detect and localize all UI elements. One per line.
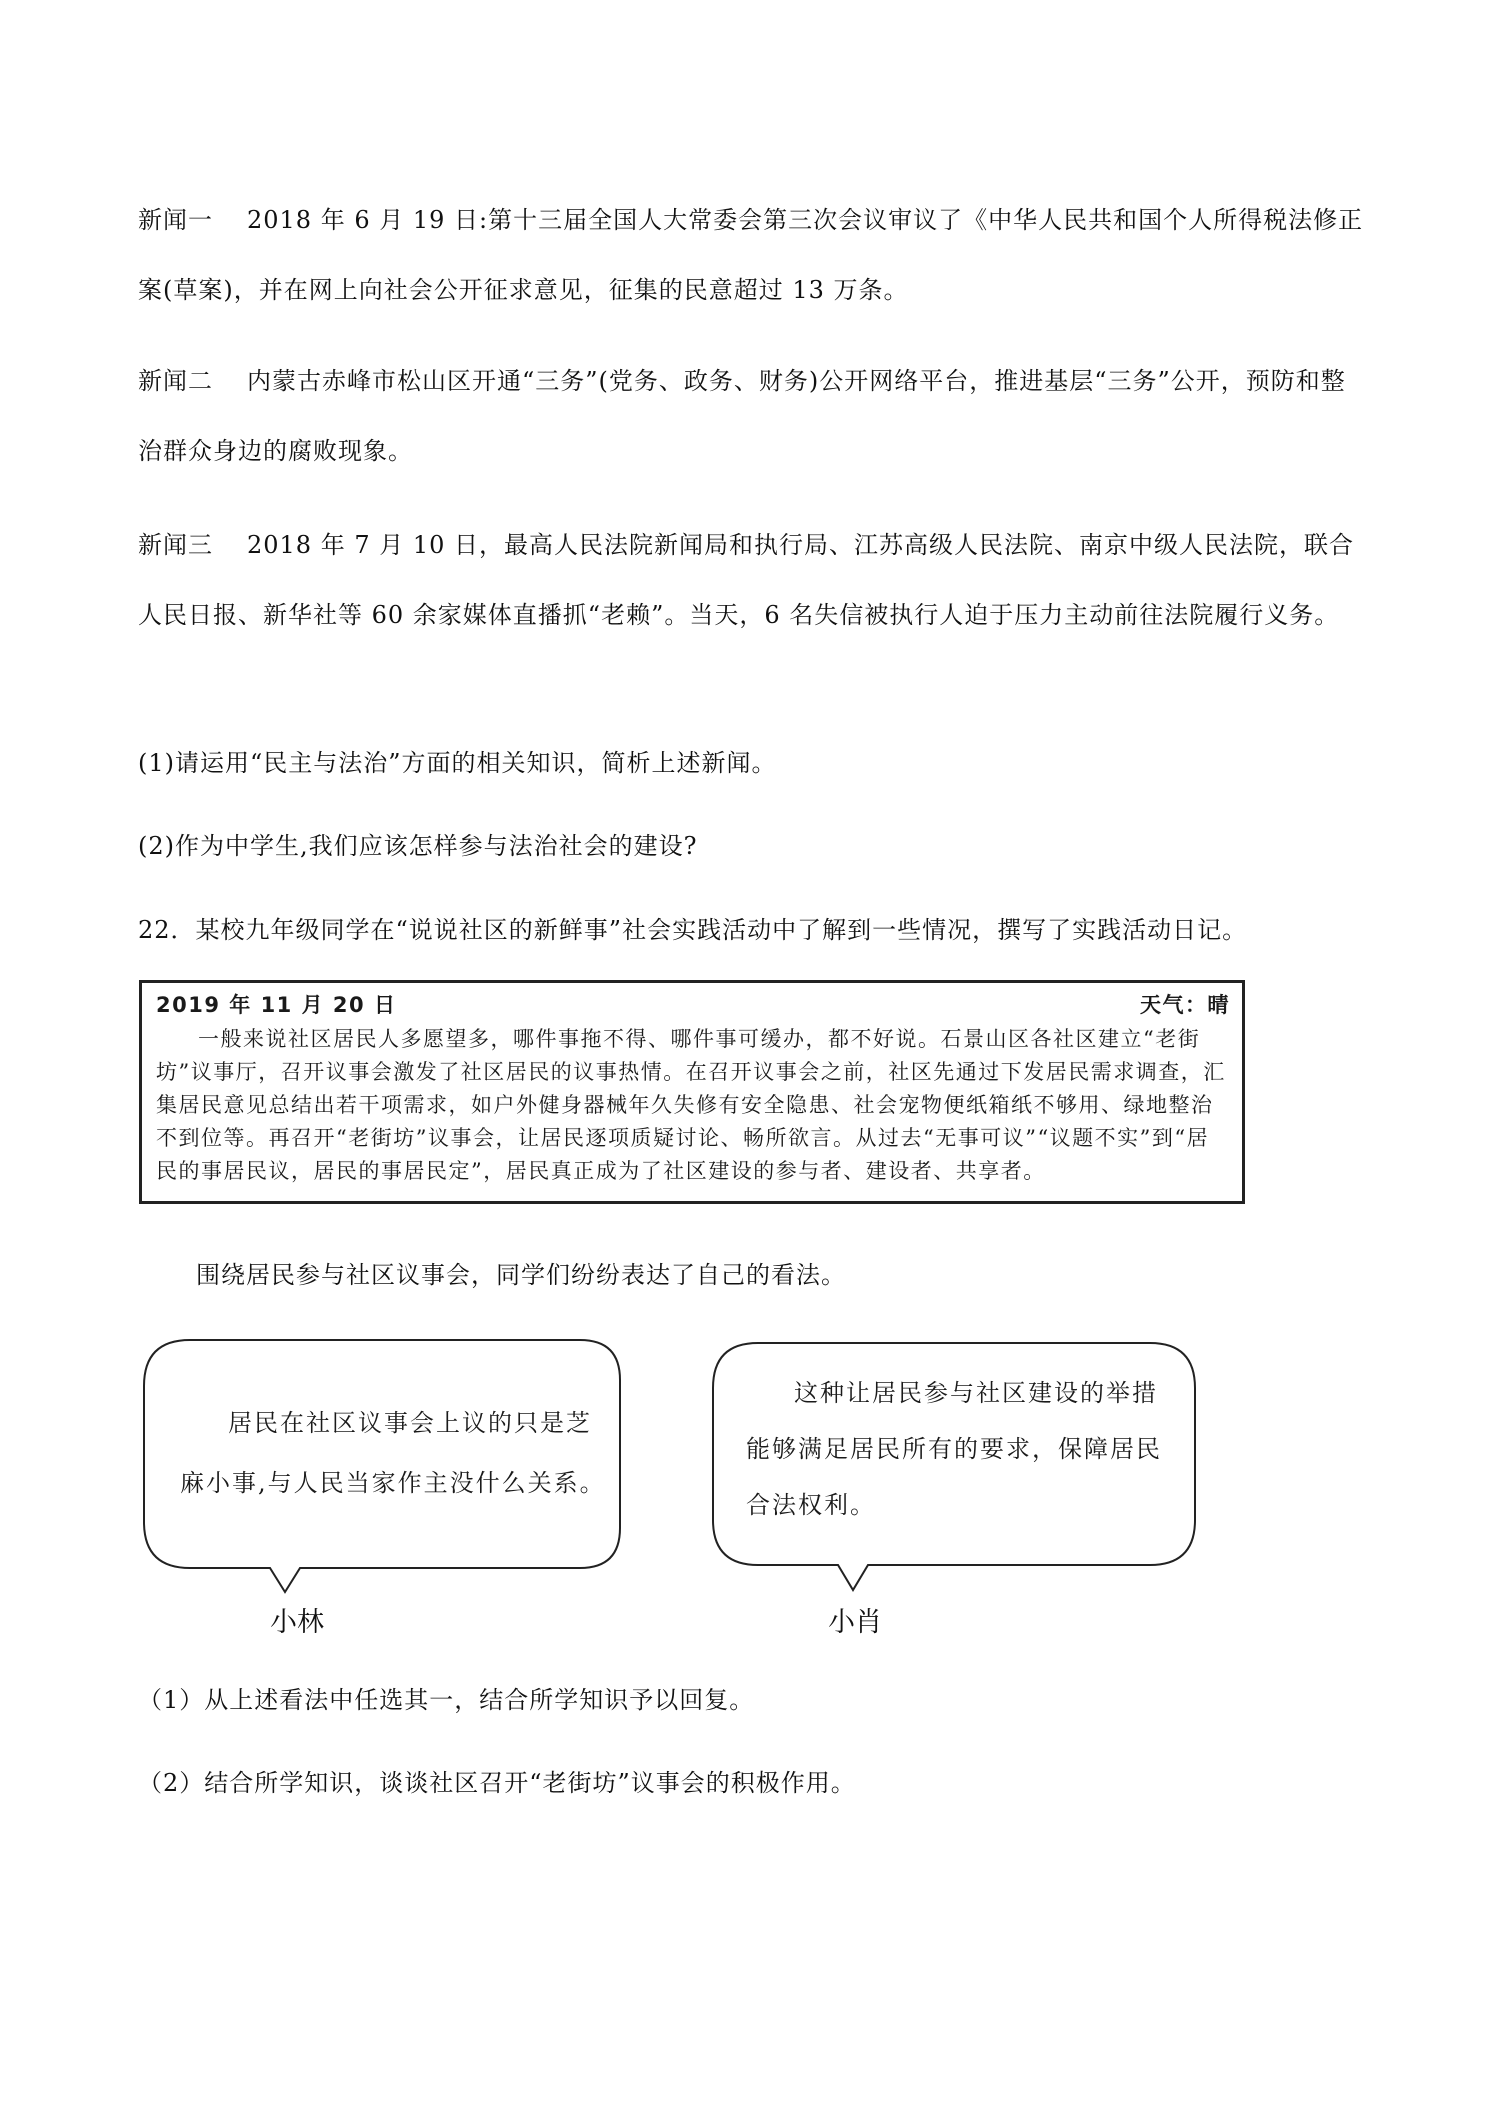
bubble-right-line-3: 合法权利。 xyxy=(746,1491,876,1519)
speaker-xiaoxiao: 小肖 xyxy=(828,1607,882,1638)
q21-sub2: (2)作为中学生,我们应该怎样参与法治社会的建设? xyxy=(138,832,698,860)
diary-weather: 天气：晴 xyxy=(1140,993,1230,1017)
news-1-label: 新闻一 xyxy=(138,206,213,234)
q22-sub2: （2）结合所学知识，谈谈社区召开“老街坊”议事会的积极作用。 xyxy=(138,1769,856,1797)
speaker-xiaolin: 小林 xyxy=(270,1607,324,1638)
news-1-text: 2018 年 6 月 19 日:第十三届全国人大常委会第三次会议审议了《中华人民共和国个人所得税法修正案(草案)，并在网上向社会公开征求意见，征集的民意超过 13 万条。 xyxy=(138,206,1364,304)
diary-body: 一般来说社区居民人多愿望多，哪件事拖不得、哪件事可缓办，都不好说。石景山区各社区建立“老街坊”议事厅，召开议事会激发了社区居民的议事热情。在召开议事会之前，社区先通过下发居民需求调查，汇集居民意见总结出若干项需求，如户外健身器械年久失修有安全隐患、社会宠物便纸箱纸不够用、绿地整治不到位等。再召开“老街坊”议事会，让居民逐项质疑讨论、畅所欲言。从过去“无事可议”“议题不实”到“居民的事居民议，居民的事居民定”，居民真正成为了社区建设的参与者、建设者、共享者。 xyxy=(156,1027,1226,1183)
news-3-text: 2018 年 7 月 10 日，最高人民法院新闻局和执行局、江苏高级人民法院、南京中级人民法院，联合人民日报、新华社等 60 余家媒体直播抓“老赖”。当天，6 名失信被执行人迫于压力主动前往法院履行义务。 xyxy=(138,531,1355,629)
diary-date: 2019 年 11 月 20 日 xyxy=(156,993,397,1017)
bubble-right-line-2: 能够满足居民所有的要求，保障居民 xyxy=(746,1435,1162,1463)
q22-stem: 22．某校九年级同学在“说说社区的新鲜事”社会实践活动中了解到一些情况，撰写了实践活动日记。 xyxy=(138,916,1248,944)
q22-sub1: （1）从上述看法中任选其一，结合所学知识予以回复。 xyxy=(138,1686,755,1714)
bubble-right-text xyxy=(746,1365,1186,1533)
news-2-text: 内蒙古赤峰市松山区开通“三务”(党务、政务、财务)公开网络平台，推进基层“三务”公开，预防和整治群众身边的腐败现象。 xyxy=(138,367,1346,465)
bubble-left-text xyxy=(180,1393,610,1513)
bubble-left-line-1: 居民在社区议事会上议的只是芝 xyxy=(228,1409,592,1437)
bubble-right-line-1: 这种让居民参与社区建设的举措 xyxy=(794,1379,1158,1407)
news-2-label: 新闻二 xyxy=(138,367,213,395)
bubble-left-line-2: 麻小事,与人民当家作主没什么关系。 xyxy=(180,1469,606,1497)
news-3-label: 新闻三 xyxy=(138,531,213,559)
opinions-intro: 围绕居民参与社区议事会，同学们纷纷表达了自己的看法。 xyxy=(196,1261,846,1289)
q21-sub1: (1)请运用“民主与法治”方面的相关知识，简析上述新闻。 xyxy=(138,749,777,777)
